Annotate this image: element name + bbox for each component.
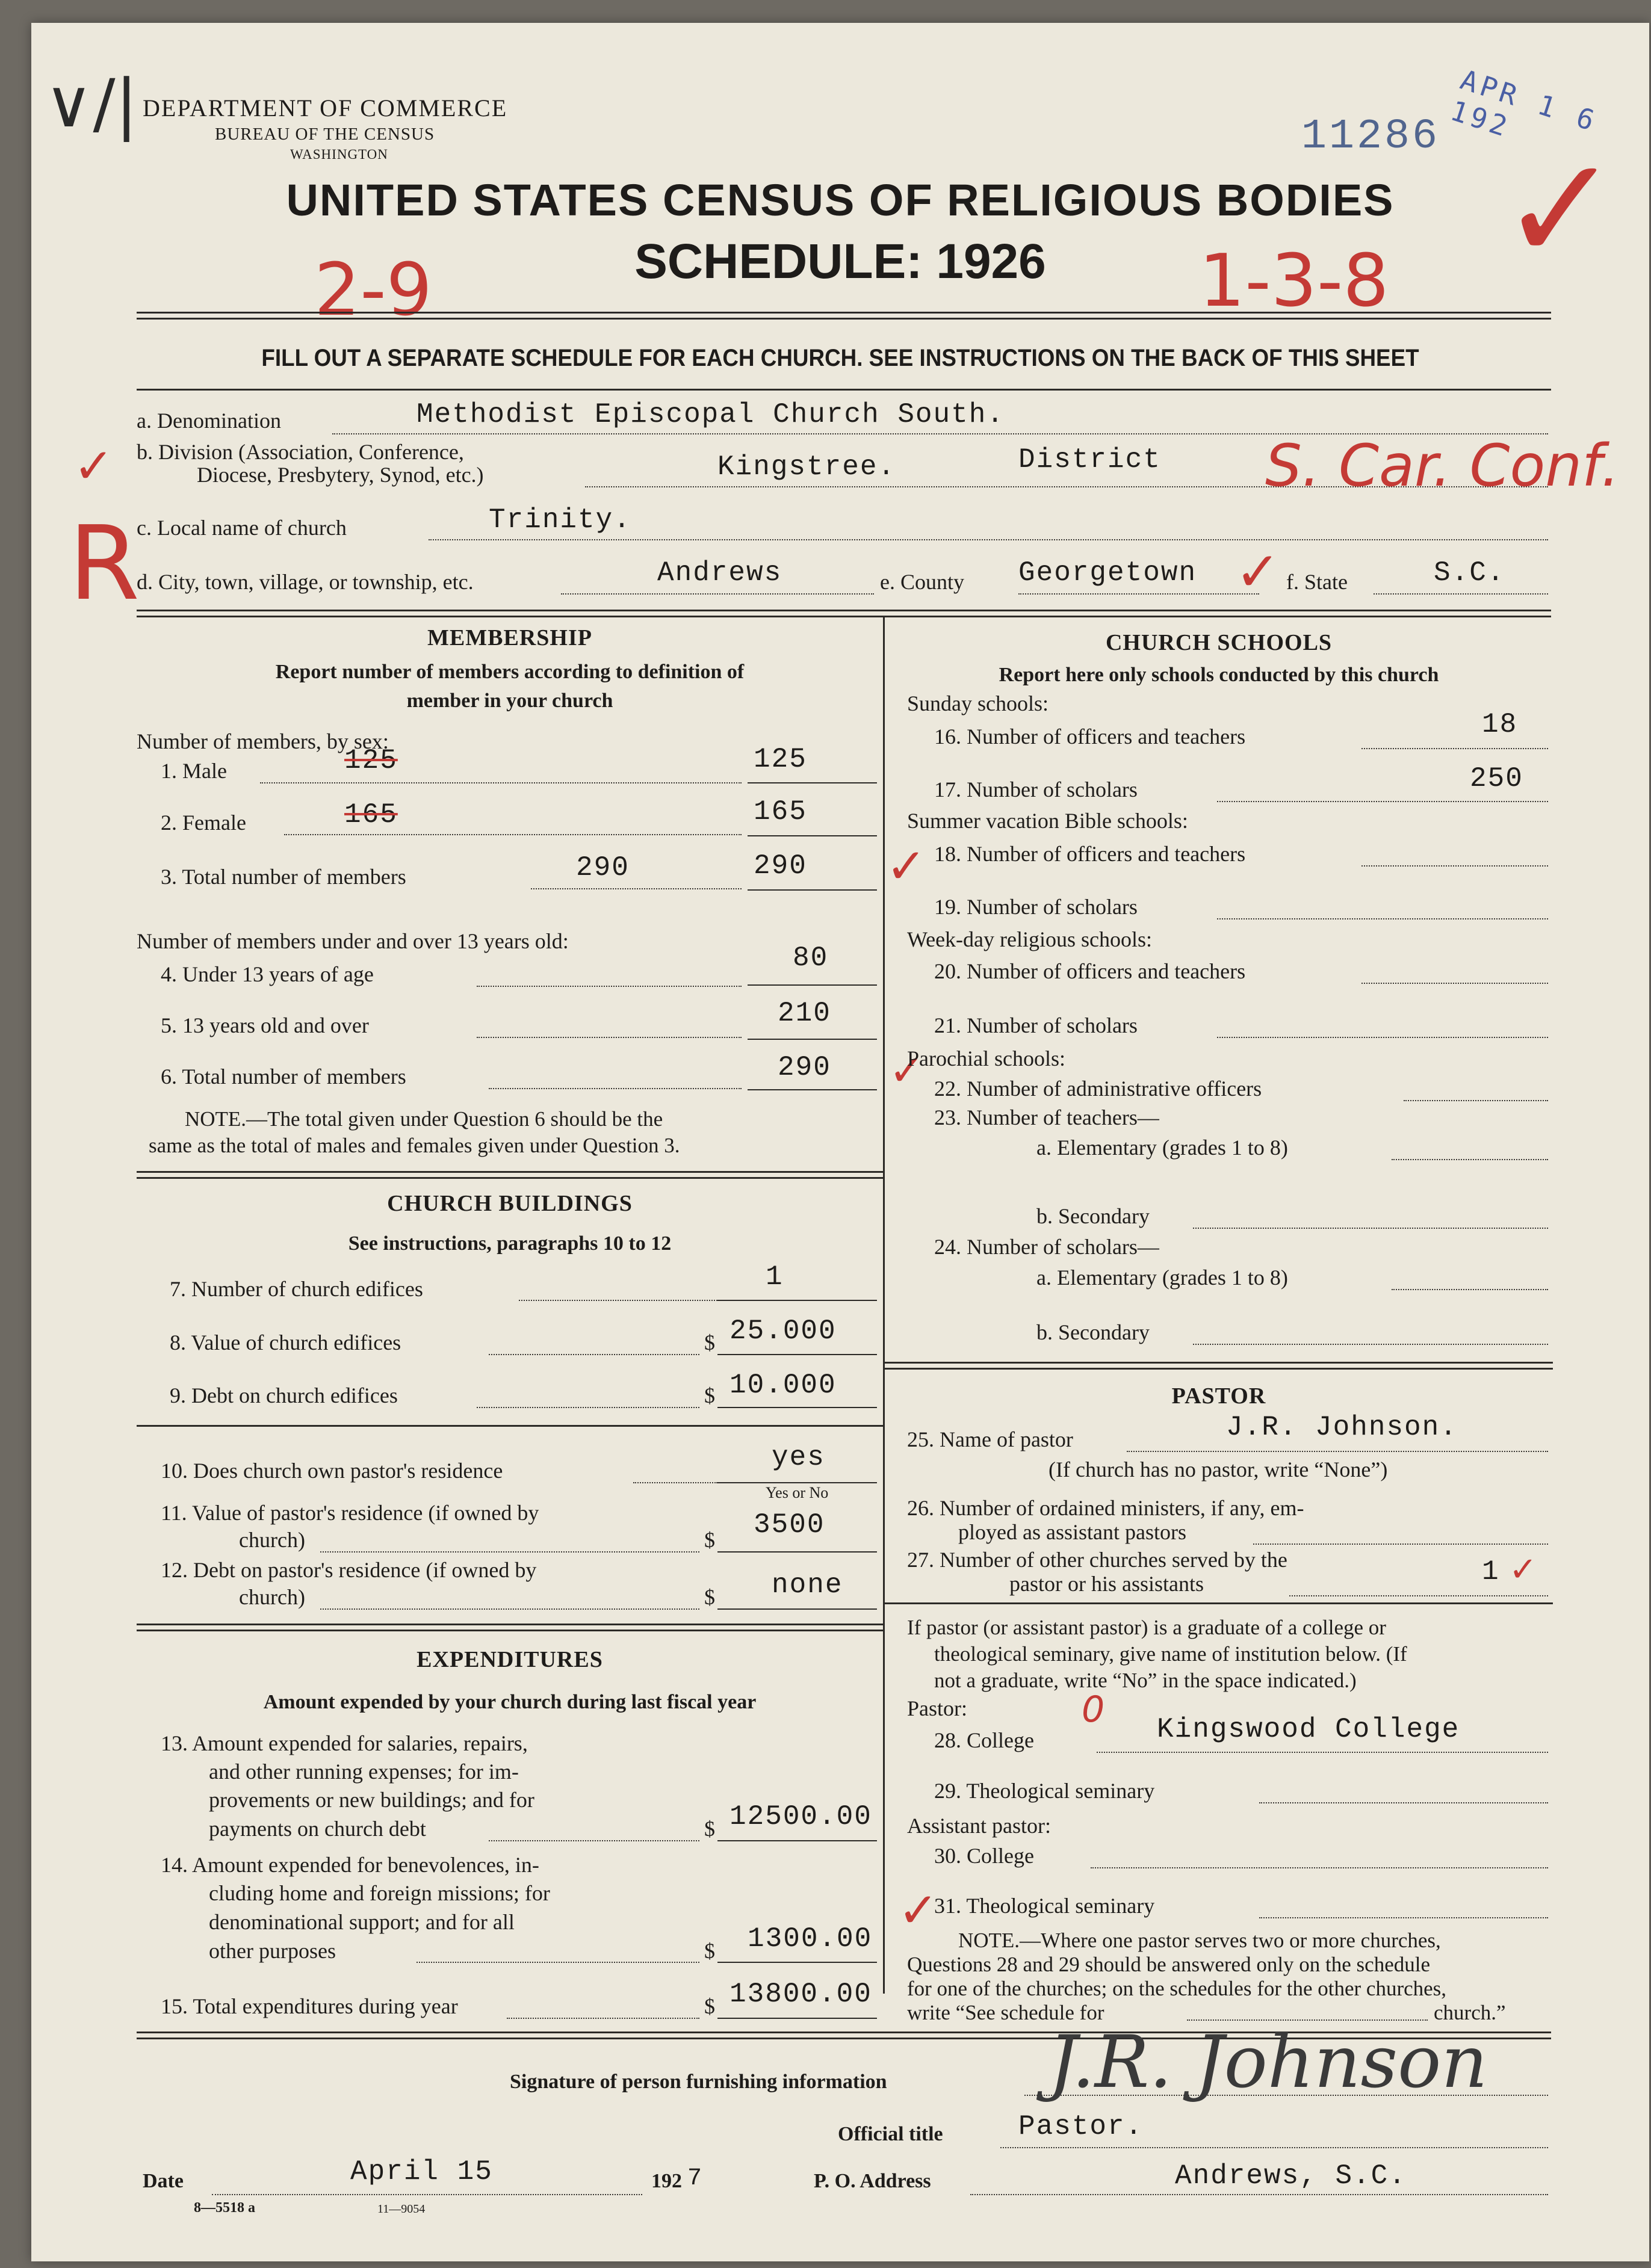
rule-schools [885,1362,1553,1364]
q15-answer-line [717,2018,877,2019]
q8-value: 25.000 [729,1315,837,1347]
q2-value: 165 [754,796,807,827]
pastor-note-2: Questions 28 and 29 should be answered only on the schedule [907,1953,1431,1976]
q9-label: 9. Debt on church edifices [170,1383,398,1407]
state-label: f. State [1286,570,1348,594]
by-sex-label: Number of members, by sex: [137,729,389,753]
q14-value: 1300.00 [748,1923,873,1954]
membership-sub-1: Report number of members according to definition of [275,661,745,683]
schools-sub: Report here only schools conducted by this church [999,664,1439,686]
rule-buildings-mid [137,1425,883,1427]
membership-note-1: NOTE.—The total given under Question 6 should be the [185,1107,663,1131]
q7-answer-line [717,1300,877,1301]
q13-dots [489,1840,699,1841]
q13-label-1: 13. Amount expended for salaries, repairs, [161,1731,528,1755]
expenditures-sub: Amount expended by your church during last fiscal year [263,1691,757,1713]
division-value: Kingstree. [717,451,896,483]
q5-label: 5. 13 years old and over [161,1013,369,1037]
q11-label-2: church) [239,1528,305,1552]
q13-dollar: $ [704,1817,715,1841]
age-header: Number of members under and over 13 years old: [137,929,569,953]
po-address-label: P. O. Address [814,2170,931,2192]
q13-value: 12500.00 [729,1801,872,1832]
q18-check: ✓ [886,838,927,894]
division-note: S. Car. Conf. [1265,432,1620,499]
college-mark: 0 [1082,1689,1105,1731]
q3-label: 3. Total number of members [161,865,406,889]
q28-dots [1097,1752,1548,1753]
bureau-name: BUREAU OF THE CENSUS [215,125,435,144]
q3-inline: 290 [576,852,630,883]
year-digit: 7 [687,2165,704,2192]
po-address-dots [970,2194,1548,2195]
q22-dots [1404,1100,1548,1101]
q14-answer-line [717,1962,877,1963]
q31-check: ✓ [898,1882,939,1938]
rule-buildings-2 [137,1630,883,1631]
handwritten-signature: J.R. Johnson [1049,2021,1488,2104]
q12-value: none [772,1569,843,1601]
rule-membership [137,1171,883,1173]
city-dots [561,593,874,595]
q22-label: 22. Number of administrative officers [934,1077,1262,1101]
q4-label: 4. Under 13 years of age [161,962,374,986]
q12-label-1: 12. Debt on pastor's residence (if owned by [161,1558,537,1582]
church-name-dots [429,539,1548,540]
city-value: Andrews [657,557,782,589]
q1-value: 125 [754,744,807,775]
q17-label: 17. Number of scholars [934,777,1138,802]
q3-dots [531,888,742,889]
rule-sections-1 [137,610,1551,611]
q24a-dots [1392,1289,1548,1290]
signature-label: Signature of person furnishing information [510,2071,887,2093]
date-label: Date [143,2170,184,2192]
county-check: ✓ [1235,540,1281,604]
q11-dollar: $ [704,1528,715,1552]
q11-answer-line [717,1551,877,1553]
q1-label: 1. Male [161,759,227,783]
q14-label-1: 14. Amount expended for benevolences, in- [161,1853,539,1877]
q21-label: 21. Number of scholars [934,1013,1138,1037]
parochial-label: Parochial schools: [907,1046,1065,1071]
q17-dots [1217,801,1548,802]
rule-buildings [137,1624,883,1625]
grad-text-3: not a graduate, write “No” in the space indicated.) [934,1669,1357,1692]
weekday-label: Week-day religious schools: [907,927,1153,951]
q24b-label: b. Secondary [1036,1320,1150,1344]
census-schedule-sheet [31,23,1649,2261]
q13-label-4: payments on church debt [209,1817,426,1841]
grad-text-1: If pastor (or assistant pastor) is a graduate of a college or [907,1616,1386,1639]
q8-label: 8. Value of church edifices [170,1330,401,1355]
division-label-1: b. Division (Association, Conference, [137,440,464,464]
buildings-sub: See instructions, paragraphs 10 to 12 [348,1232,672,1255]
department-heading [143,94,624,162]
q28-label: 28. College [934,1728,1034,1752]
q17-value: 250 [1470,763,1523,794]
q11-dots [320,1551,699,1553]
q12-dollar: $ [704,1585,715,1609]
form-number: 8—5518 a [194,2200,255,2216]
q6-value: 290 [778,1052,831,1083]
margin-r: R [69,504,140,623]
q31-dots [1259,1917,1548,1918]
q20-dots [1361,983,1548,984]
q8-answer-line [717,1354,877,1355]
q27-label-1: 27. Number of other churches served by the [907,1548,1287,1572]
q8-dollar: $ [704,1330,715,1355]
received-date-stamp: APR 1 6 192 [1446,63,1602,144]
q14-label-2: cluding home and foreign missions; for [209,1881,550,1905]
county-dots [1018,593,1259,595]
schools-heading: CHURCH SCHOOLS [1105,630,1333,655]
state-value: S.C. [1434,557,1505,589]
q1-dots [260,782,742,783]
q16-value: 18 [1482,709,1518,740]
county-label: e. County [880,570,964,594]
q23a-dots [1392,1159,1548,1160]
q12-label-2: church) [239,1585,305,1609]
po-address-value: Andrews, S.C. [1175,2160,1407,2192]
q30-label: 30. College [934,1844,1034,1868]
q27-value: 1 [1482,1556,1500,1587]
pastor-note-4: write “See schedule for [907,2001,1104,2024]
division-label-2: Diocese, Presbytery, Synod, etc.) [197,463,484,487]
official-title-dots [1000,2147,1548,2148]
q9-dots [477,1407,699,1408]
date-value: April 15 [350,2156,493,2187]
q25-label: 25. Name of pastor [907,1427,1073,1451]
denomination-value: Methodist Episcopal Church South. [417,399,1005,430]
church-name-label: c. Local name of church [137,516,347,540]
q19-label: 19. Number of scholars [934,895,1138,919]
rule-sections-2 [137,616,1551,617]
pastor-note-5: church.” [1434,2001,1506,2024]
asst-subhead: Assistant pastor: [907,1814,1051,1838]
q4-answer-line [748,984,877,986]
official-title-value: Pastor. [1018,2111,1144,2142]
expenditures-heading: EXPENDITURES [417,1647,603,1672]
membership-sub-2: member in your church [406,690,613,712]
bureau-city: WASHINGTON [290,147,388,162]
q16-dots [1361,748,1548,749]
q14-label-4: other purposes [209,1939,336,1963]
q29-label: 29. Theological seminary [934,1779,1155,1803]
q26-label-1: 26. Number of ordained ministers, if any, em- [907,1496,1304,1520]
pastor-heading: PASTOR [1171,1383,1266,1409]
q14-dollar: $ [704,1939,715,1963]
denomination-label: a. Denomination [137,409,281,433]
q23-label: 23. Number of teachers— [934,1105,1159,1129]
city-label: d. City, town, village, or township, etc. [137,570,474,594]
county-value: Georgetown [1018,557,1197,589]
q24a-label: a. Elementary (grades 1 to 8) [1036,1265,1288,1290]
q29-dots [1259,1802,1548,1803]
q6-answer-line [748,1089,877,1090]
q30-dots [1091,1867,1548,1868]
q18-dots [1361,865,1548,867]
q11-label-1: 11. Value of pastor's residence (if owned by [161,1501,539,1525]
margin-check: ✓ [73,438,114,494]
column-divider [883,616,885,1994]
q1-answer-line [748,782,877,783]
q15-dollar: $ [704,1994,715,2018]
q19-dots [1217,918,1548,919]
pastor-note-1: NOTE.—Where one pastor serves two or more churches, [958,1929,1441,1952]
q9-answer-line [717,1407,877,1408]
q24-label: 24. Number of scholars— [934,1235,1159,1259]
q21-dots [1217,1037,1548,1038]
q4-value: 80 [793,942,829,974]
summer-label: Summer vacation Bible schools: [907,809,1188,833]
sunday-label: Sunday schools: [907,691,1049,715]
q12-answer-line [717,1608,877,1610]
q23a-label: a. Elementary (grades 1 to 8) [1036,1136,1288,1160]
q5-value: 210 [778,998,831,1029]
q9-value: 10.000 [729,1370,837,1401]
q8-dots [489,1354,699,1355]
q16-label: 16. Number of officers and teachers [934,725,1246,749]
q27-dots [1289,1595,1548,1596]
q10-label: 10. Does church own pastor's residence [161,1459,503,1483]
instruction-line: FILL OUT A SEPARATE SCHEDULE FOR EACH CHURCH. SEE INSTRUCTIONS ON THE BACK OF THIS SHEET [261,345,1419,371]
q4-dots [477,986,742,987]
q3-answer-line [748,889,877,891]
church-name-value: Trinity. [489,504,631,536]
year-prefix: 192 [651,2170,682,2192]
q3-value: 290 [754,850,807,882]
q2-answer-line [748,835,877,836]
q25-value: J.R. Johnson. [1226,1412,1458,1443]
q10-answer-line [717,1482,877,1483]
q13-label-3: provements or new buildings; and for [209,1788,534,1812]
q31-label: 31. Theological seminary [934,1894,1155,1918]
grad-text-2: theological seminary, give name of institution below. (If [934,1642,1407,1666]
rule-membership-2 [137,1177,883,1179]
corner-mark: ∨/| [45,65,138,142]
q24b-dots [1193,1344,1548,1345]
q2-dots [284,834,742,835]
q13-label-2: and other running expenses; for im- [209,1760,519,1784]
date-dots [212,2194,642,2195]
rule-top-2 [137,318,1551,320]
q27-check: ✓ [1509,1550,1537,1589]
q23b-dots [1193,1228,1548,1229]
serial-number: 11286 [1301,113,1440,161]
code-right: 1-3-8 [1199,239,1389,323]
q14-dots [417,1962,699,1963]
q14-label-3: denominational support; and for all [209,1910,515,1934]
q10-hint: Yes or No [766,1484,829,1501]
q7-dots [519,1300,742,1301]
q1-struck: 125 [344,745,398,776]
red-check-top: ✓ [1500,125,1622,294]
q6-label: 6. Total number of members [161,1064,406,1089]
q20-label: 20. Number of officers and teachers [934,959,1246,983]
q2-struck: 165 [344,799,398,830]
q2-label: 2. Female [161,811,246,835]
q5-answer-line [748,1039,877,1040]
q10-dots [633,1482,717,1483]
q12-dots [320,1608,699,1610]
q11-value: 3500 [754,1509,825,1540]
membership-note-2: same as the total of males and females given under Question 3. [149,1134,680,1157]
rule-instr [137,389,1551,391]
q13-answer-line [717,1840,877,1841]
q15-value: 13800.00 [729,1979,872,2010]
q10-value: yes [772,1442,825,1473]
print-number: 11—9054 [377,2202,426,2216]
q7-value: 1 [766,1261,784,1293]
q5-dots [477,1037,742,1038]
q25-hint: (If church has no pastor, write “None”) [1049,1457,1388,1482]
code-left: 2-9 [314,249,432,332]
q27-label-2: pastor or his assistants [1009,1572,1204,1596]
rule-pastor [885,1602,1553,1604]
dept-name: DEPARTMENT OF COMMERCE [143,94,508,122]
q15-label: 15. Total expenditures during year [161,1994,458,2018]
q18-label: 18. Number of officers and teachers [934,842,1246,866]
rule-top-1 [137,312,1551,314]
q15-dots [507,2018,699,2019]
q7-label: 7. Number of church edifices [170,1277,423,1301]
membership-heading: MEMBERSHIP [427,625,592,650]
q25-dots [1127,1451,1548,1452]
q6-checks: ✓ [889,1046,925,1095]
official-title-label: Official title [838,2123,943,2145]
state-dots [1374,593,1548,595]
division-district: District [1018,444,1161,475]
schedule-title: SCHEDULE: 1926 [634,234,1046,289]
q28-value: Kingswood College [1157,1714,1460,1745]
rule-schools-2 [885,1368,1553,1370]
q26-label-2: ployed as assistant pastors [958,1520,1186,1544]
q26-dots [1253,1543,1548,1545]
form-title: UNITED STATES CENSUS OF RELIGIOUS BODIES [286,175,1395,225]
pastor-subhead: Pastor: [907,1696,968,1720]
pastor-note-3: for one of the churches; on the schedules for the other churches, [907,1977,1447,2000]
q23b-label: b. Secondary [1036,1204,1150,1228]
q9-dollar: $ [704,1383,715,1407]
buildings-heading: CHURCH BUILDINGS [387,1191,633,1216]
q6-dots [489,1088,742,1089]
